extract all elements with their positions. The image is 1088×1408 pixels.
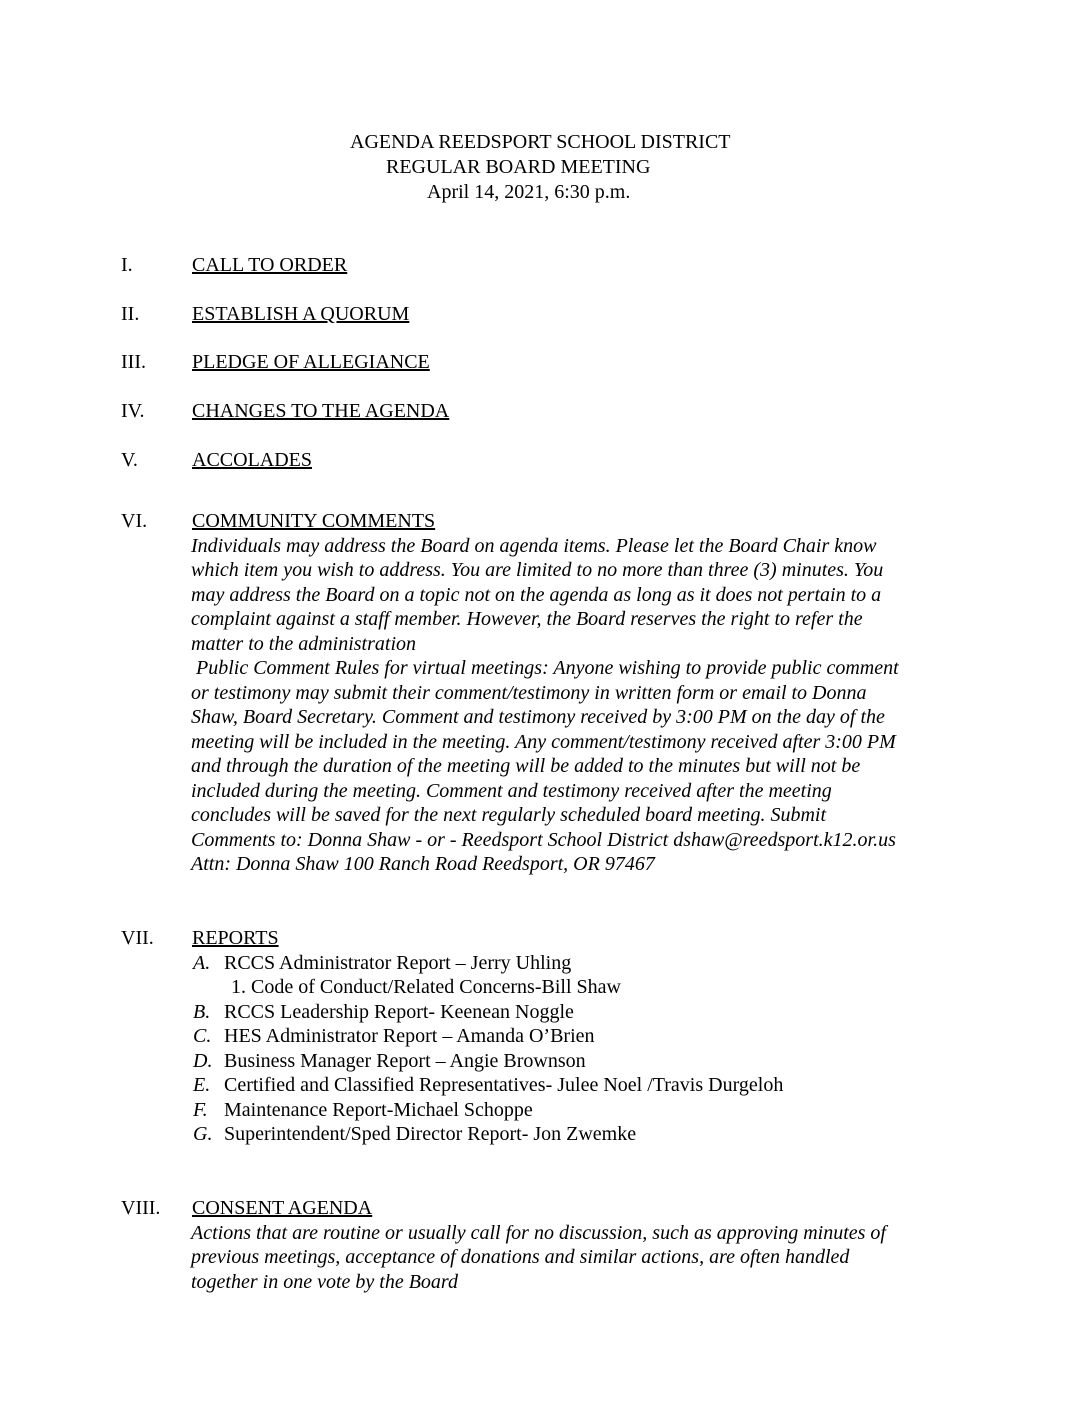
report-item: Certified and Classified Representatives- Julee Noel /Travis Durgeloh	[224, 1074, 784, 1096]
section-numeral: II.	[121, 303, 140, 325]
section-heading-pledge: PLEDGE OF ALLEGIANCE	[192, 351, 430, 373]
report-letter: F.	[193, 1099, 208, 1121]
section-heading-call-to-order: CALL TO ORDER	[192, 254, 348, 276]
consent-text-line: previous meetings, acceptance of donations and similar actions, are often handled	[191, 1246, 850, 1268]
report-letter: D.	[193, 1050, 213, 1072]
section-numeral: VI.	[121, 510, 148, 532]
section-heading-quorum: ESTABLISH A QUORUM	[192, 303, 410, 325]
comments-text-line: Public Comment Rules for virtual meetings: Anyone wishing to provide public comment	[191, 657, 899, 679]
comments-text-line: included during the meeting. Comment and testimony received after the meeting	[191, 780, 832, 802]
section-heading-accolades: ACCOLADES	[192, 449, 313, 471]
comments-text-line: Shaw, Board Secretary. Comment and testimony received by 3:00 PM on the day of the	[191, 706, 885, 728]
comments-text-line: concludes will be saved for the next regularly scheduled board meeting. Submit	[191, 804, 827, 826]
report-item: RCCS Leadership Report- Keenean Noggle	[224, 1001, 574, 1023]
header-date: April 14, 2021, 6:30 p.m.	[427, 181, 631, 203]
section-heading-community-comments: COMMUNITY COMMENTS	[192, 510, 436, 532]
report-item: Superintendent/Sped Director Report- Jon Zwemke	[224, 1123, 637, 1145]
section-numeral: VIII.	[121, 1197, 161, 1219]
report-item: RCCS Administrator Report – Jerry Uhling	[224, 952, 572, 974]
section-numeral: I.	[121, 254, 133, 276]
comments-text-line: Individuals may address the Board on agenda items. Please let the Board Chair know	[191, 535, 877, 557]
section-numeral: IV.	[121, 400, 145, 422]
report-letter: A.	[193, 952, 211, 974]
report-item: Maintenance Report-Michael Schoppe	[224, 1099, 533, 1121]
report-item: Business Manager Report – Angie Brownson	[224, 1050, 586, 1072]
section-heading-changes: CHANGES TO THE AGENDA	[192, 400, 450, 422]
comments-text-line: matter to the administration	[191, 633, 416, 655]
section-numeral: III.	[121, 351, 146, 373]
section-numeral: VII.	[121, 927, 154, 949]
report-letter: B.	[193, 1001, 211, 1023]
consent-text-line: together in one vote by the Board	[191, 1271, 458, 1293]
report-letter: E.	[193, 1074, 211, 1096]
report-subitem: 1. Code of Conduct/Related Concerns-Bill Shaw	[231, 976, 621, 998]
report-item: HES Administrator Report – Amanda O’Brien	[224, 1025, 595, 1047]
section-heading-reports: REPORTS	[192, 927, 279, 949]
comments-text-line: or testimony may submit their comment/testimony in written form or email to Donna	[191, 682, 867, 704]
section-numeral: V.	[121, 449, 138, 471]
comments-text-line: may address the Board on a topic not on the agenda as long as it does not pertain to a	[191, 584, 882, 606]
report-letter: C.	[193, 1025, 212, 1047]
comments-text-line: complaint against a staff member. However, the Board reserves the right to refer the	[191, 608, 863, 630]
comments-text-line: which item you wish to address. You are limited to no more than three (3) minutes. You	[191, 559, 884, 581]
report-letter: G.	[193, 1123, 213, 1145]
consent-text-line: Actions that are routine or usually call for no discussion, such as approving minutes of	[191, 1222, 886, 1244]
section-heading-consent-agenda: CONSENT AGENDA	[192, 1197, 373, 1219]
comments-text-line: Attn: Donna Shaw 100 Ranch Road Reedsport, OR 97467	[191, 853, 655, 875]
comments-text-line: meeting will be included in the meeting. Any comment/testimony received after 3:00 PM	[191, 731, 896, 753]
comments-text-line: Comments to: Donna Shaw - or - Reedsport School District dshaw@reedsport.k12.or.us	[191, 829, 896, 851]
comments-text-line: and through the duration of the meeting will be added to the minutes but will not be	[191, 755, 861, 777]
header-meeting-type: REGULAR BOARD MEETING	[386, 156, 651, 178]
header-title: AGENDA REEDSPORT SCHOOL DISTRICT	[350, 131, 731, 153]
